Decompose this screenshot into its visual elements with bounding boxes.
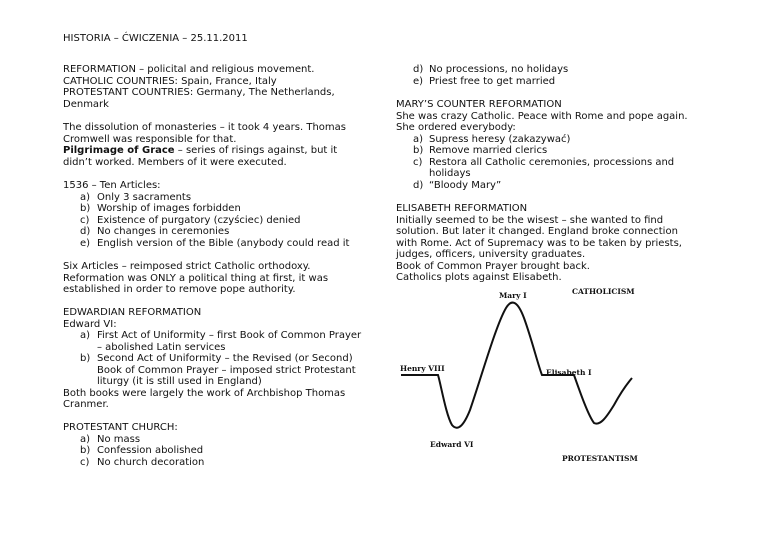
text-line: Six Articles – reimposed strict Catholic orthodoxy.: [63, 261, 311, 272]
text-line: Catholics plots against Elisabeth.: [396, 272, 562, 283]
list-item-continued: holidays: [429, 168, 471, 179]
section-heading: MARY’S COUNTER REFORMATION: [396, 99, 562, 110]
text-line: Reformation was ONLY a political thing at first, it was: [63, 272, 329, 284]
text-line: CATHOLIC COUNTRIES: Spain, France, Italy: [63, 75, 277, 87]
list-marker: b): [80, 445, 91, 456]
pilgrimage-text: – series of risings against, but it: [174, 145, 338, 156]
label-mary: Mary I: [499, 291, 527, 300]
list-item: First Act of Uniformity – first Book of Common Prayer: [97, 330, 362, 341]
label-elisabeth: Elisabeth I: [546, 368, 592, 377]
list-item: No mass: [97, 433, 141, 445]
text-line: didn’t worked. Members of it were executed.: [63, 156, 287, 168]
text-line: Cranmer.: [63, 399, 109, 410]
list-marker: e): [413, 75, 424, 87]
list-marker: b): [413, 145, 424, 156]
list-item-continued: Book of Common Prayer – imposed strict Protestant: [97, 364, 356, 376]
section-heading: 1536 – Ten Articles:: [63, 180, 161, 191]
section-heading: PROTESTANT CHURCH:: [63, 422, 178, 433]
text-line: Edward VI:: [63, 318, 117, 330]
list-item: No changes in ceremonies: [97, 226, 230, 237]
list-marker: b): [80, 203, 91, 214]
list-item: No processions, no holidays: [429, 64, 569, 75]
list-item: Second Act of Uniformity – the Revised (or Second): [97, 353, 353, 364]
list-marker: d): [413, 64, 424, 75]
label-catholicism: CATHOLICISM: [572, 287, 635, 296]
list-item: Confession abolished: [97, 445, 204, 456]
text-line: established in order to remove pope authority.: [63, 284, 296, 295]
list-item: No church decoration: [97, 456, 205, 468]
text-line: Book of Common Prayer brought back.: [396, 260, 590, 272]
text-line: The dissolution of monasteries – it took 4 years. Thomas: [63, 122, 346, 133]
text-line: judges, officers, university graduates.: [396, 249, 586, 260]
text-line: She was crazy Catholic. Peace with Rome and pope again.: [396, 110, 688, 122]
list-item: English version of the Bible (anybody could read it: [97, 237, 350, 249]
list-marker: c): [80, 214, 90, 226]
list-item: Existence of purgatory (czyściec) denied: [97, 214, 301, 226]
label-edward: Edward VI: [430, 440, 474, 449]
text-line: solution. But later it changed. England broke connection: [396, 226, 678, 237]
section-heading: ELISABETH REFORMATION: [396, 203, 528, 214]
list-item: Worship of images forbidden: [97, 203, 241, 214]
list-item-continued: liturgy (it is still used in England): [97, 376, 262, 387]
label-henry: Henry VIII: [400, 364, 445, 373]
text-line: Denmark: [63, 98, 109, 110]
list-marker: d): [413, 179, 424, 191]
list-marker: b): [80, 353, 91, 364]
list-item: Priest free to get married: [429, 75, 556, 87]
text-line: Both books were largely the work of Archbishop Thomas: [63, 387, 346, 399]
list-marker: a): [80, 191, 91, 203]
list-marker: a): [80, 330, 91, 341]
text-line: Initially seemed to be the wisest – she wanted to find: [396, 214, 664, 226]
text-line: REFORMATION – policital and religious movement.: [63, 64, 315, 75]
list-item: “Bloody Mary”: [429, 179, 502, 191]
list-marker: c): [80, 456, 90, 468]
list-marker: a): [413, 133, 424, 145]
list-item: Restora all Catholic ceremonies, processions and: [429, 156, 675, 168]
text-line: with Rome. Act of Supremacy was to be taken by priests,: [396, 237, 682, 249]
text-line: PROTESTANT COUNTRIES: Germany, The Netherlands,: [63, 87, 335, 98]
list-item: Supress heresy (zakazywać): [429, 133, 571, 145]
list-item-continued: – abolished Latin services: [97, 341, 226, 353]
list-marker: a): [80, 433, 91, 445]
section-heading: EDWARDIAN REFORMATION: [63, 307, 202, 318]
pilgrimage-term: Pilgrimage of Grace: [63, 145, 175, 156]
list-marker: e): [80, 237, 91, 249]
document-title: HISTORIA – ĆWICZENIA – 25.11.2011: [63, 33, 248, 44]
text-line: Cromwell was responsible for that.: [63, 133, 237, 145]
list-item: Only 3 sacraments: [97, 191, 192, 203]
text-line: She ordered everybody:: [396, 122, 516, 133]
label-protestantism: PROTESTANTISM: [562, 454, 638, 463]
list-item: Remove married clerics: [429, 145, 548, 156]
list-marker: d): [80, 226, 91, 237]
list-marker: c): [413, 156, 423, 168]
